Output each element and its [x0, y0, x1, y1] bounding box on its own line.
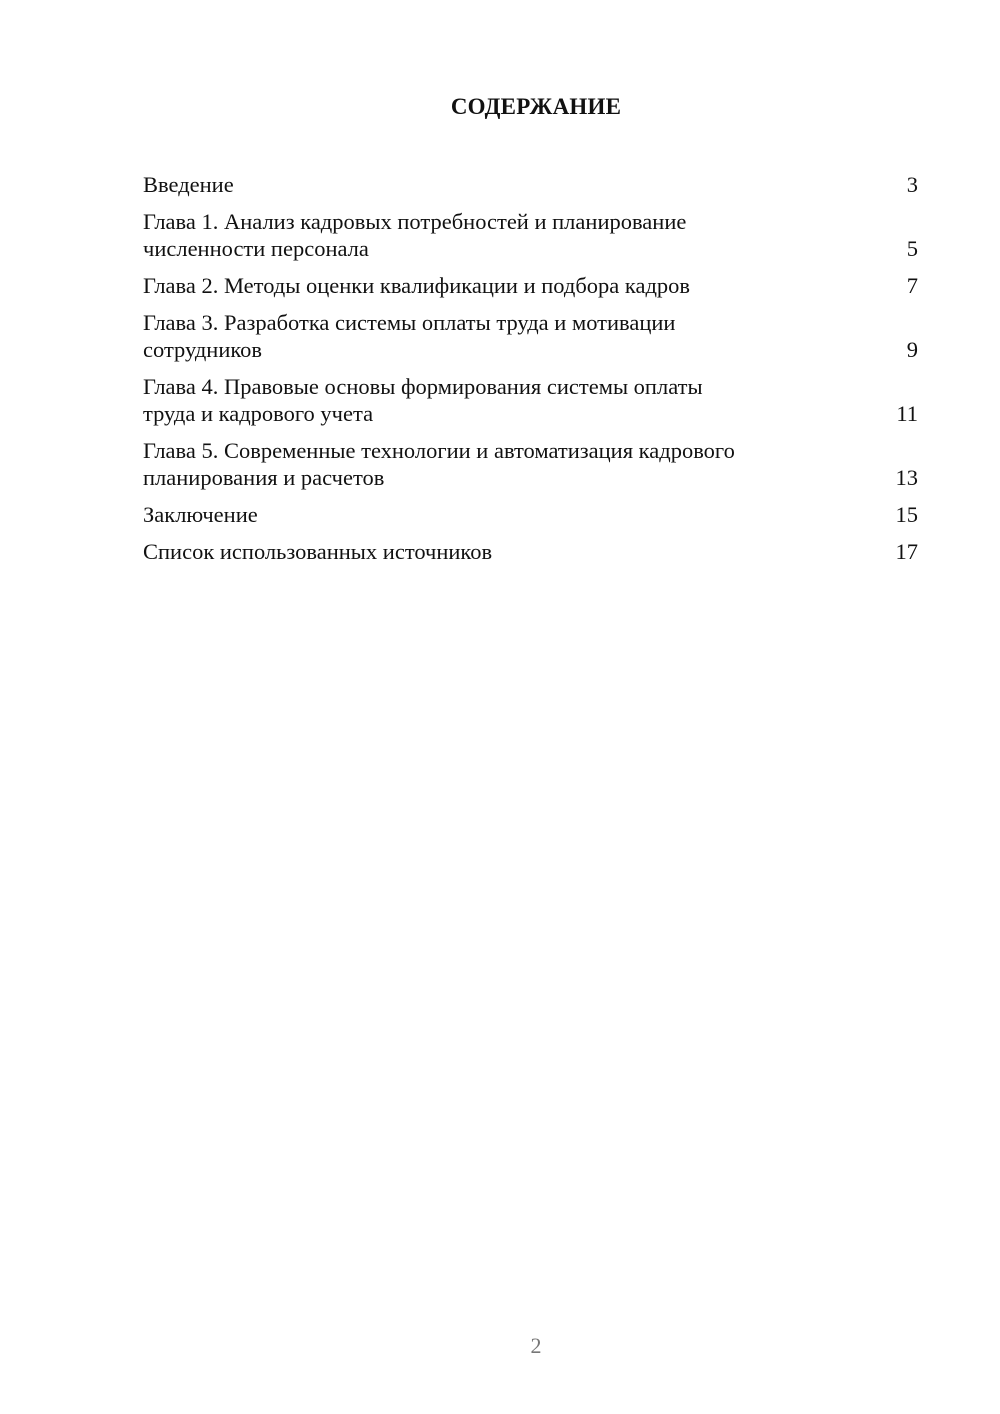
toc-entry-introduction[interactable]: [143, 171, 918, 198]
toc-entry-page-number: 3: [906, 172, 918, 197]
toc-entry-title-line: Заключение: [143, 502, 258, 527]
toc-entry-page-number: 13: [895, 465, 918, 490]
toc-entry-page-number: 7: [906, 273, 918, 298]
toc-entry-title: [143, 171, 234, 198]
page-number: 2: [530, 1333, 542, 1358]
toc-entry-chapter-3[interactable]: [143, 309, 918, 363]
toc-entry-chapter-2[interactable]: [143, 272, 918, 299]
toc-entry-title-line: Глава 1. Анализ кадровых потребностей и планирование: [143, 209, 687, 234]
toc-entry-chapter-4[interactable]: [143, 373, 918, 427]
page-title: СОДЕРЖАНИЕ: [450, 94, 622, 119]
toc-entry-title-line: Глава 2. Методы оценки квалификации и подбора кадров: [143, 273, 691, 298]
toc-entry-page-number: 11: [896, 401, 918, 426]
toc-entry-title-line: Глава 3. Разработка системы оплаты труда и мотивации: [143, 310, 676, 335]
toc-entry-title-line: Глава 4. Правовые основы формирования системы оплаты: [143, 374, 703, 399]
toc-entry-title-line: сотрудников: [143, 337, 263, 362]
toc-entry-page-number: 5: [906, 236, 918, 261]
toc-entry-title: [143, 309, 675, 363]
toc-entry-title-line: планирования и расчетов: [143, 465, 385, 490]
toc-entry-title: [143, 501, 258, 528]
toc-entry-conclusion[interactable]: [143, 501, 918, 528]
toc-entry-title: [143, 538, 492, 565]
toc-entry-page-number: 15: [895, 502, 918, 527]
toc-entry-chapter-1[interactable]: [143, 208, 918, 262]
table-of-contents: [143, 171, 918, 575]
toc-entry-references[interactable]: [143, 538, 918, 565]
toc-entry-page-number: 17: [895, 539, 918, 564]
toc-entry-title-line: труда и кадрового учета: [143, 401, 374, 426]
toc-entry-title: [143, 437, 735, 491]
toc-entry-page-number: 9: [906, 337, 918, 362]
toc-entry-title: [143, 272, 690, 299]
toc-entry-title-line: численности персонала: [143, 236, 369, 261]
toc-entry-title-line: Список использованных источников: [143, 539, 493, 564]
toc-entry-title-line: Глава 5. Современные технологии и автоматизация кадрового: [143, 438, 735, 463]
toc-entry-chapter-5[interactable]: [143, 437, 918, 491]
toc-entry-title: [143, 208, 686, 262]
toc-entry-title-line: Введение: [143, 172, 234, 197]
toc-entry-title: [143, 373, 703, 427]
